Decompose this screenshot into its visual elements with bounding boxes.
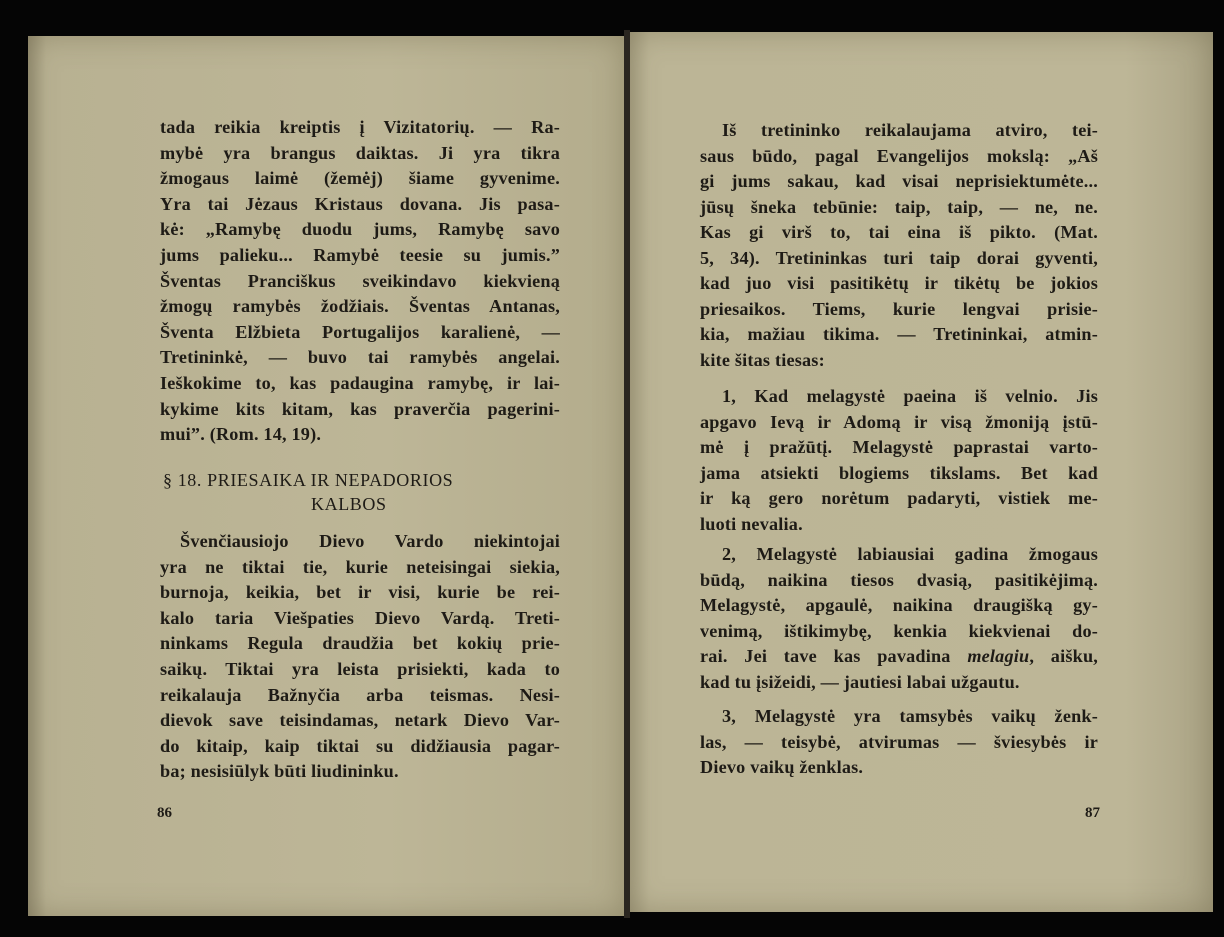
text-line: kykime kits kitam, kas praverčia pagerini- [160, 398, 560, 419]
text-line: jama atsiekti blogiems tikslams. Bet kad [700, 462, 1098, 483]
text-line: saus būdo, pagal Evangelijos mokslą: „Aš [700, 145, 1098, 166]
text-line: Ieškokime to, kas padaugina ramybę, ir lai- [160, 373, 560, 393]
text-line: žmogų ramybės žodžiais. Šventas Antanas, [160, 296, 560, 317]
page-number-right: 87 [1085, 805, 1100, 821]
text-line: mė į pražūtį. Melagystė paprastai varto- [700, 437, 1098, 457]
text-line: burnoja, keikia, bet ir visi, kurie be rei- [160, 582, 560, 603]
text-line: luoti nevalia. [700, 513, 803, 534]
text-line: mui”. (Rom. 14, 19). [160, 424, 322, 445]
text-line: gi jums sakau, kad visai neprisiektumėte... [700, 171, 1098, 191]
text-line: Šventas Pranciškus sveikindavo kiekvieną [160, 270, 560, 291]
text-line: kia, mažiau tikima. — Tretininkai, atmin- [700, 324, 1098, 344]
text-line: kad tu įsižeidi, — jautiesi labai užgautu. [700, 671, 1020, 692]
text-line: Iš tretininko reikalaujama atviro, tei- [722, 120, 1098, 140]
section-heading-line-2: KALBOS [311, 494, 387, 514]
text-line: tada reikia kreiptis į Vizitatorių. — Ra- [160, 117, 560, 137]
text-line: dievok save teisindamas, netark Dievo Var- [160, 710, 560, 731]
text-line: būdą, naikina tiesos dvasią, pasitikėjimą. [700, 569, 1098, 590]
text-line: 3, Melagystė yra tamsybės vaikų ženk- [722, 706, 1098, 726]
text-line: kad juo visi pasitikėtų ir tikėtų be jokios [700, 273, 1098, 293]
text-line: Dievo vaikų ženklas. [700, 757, 864, 777]
text-line: 1, Kad melagystė paeina iš velnio. Jis [722, 386, 1098, 406]
text-line: apgavo Ievą ir Adomą ir visą žmoniją įstū- [700, 411, 1098, 432]
text-line: Kas gi virš to, tai eina iš pikto. (Mat. [700, 222, 1098, 242]
text-line: kė: „Ramybę duodu jums, Ramybę savo [160, 219, 560, 240]
text-line: reikalauja Bažnyčia arba teismas. Nesi- [160, 684, 560, 705]
text-line: ba; nesisiūlyk būti liudininku. [160, 761, 399, 782]
text-line: 5, 34). Tretininkas turi taip dorai gyventi, [700, 247, 1098, 268]
text-line: yra ne tiktai tie, kurie neteisingai siekia, [160, 556, 560, 577]
text-line: jūsų šneka tebūnie: taip, taip, — ne, ne. [700, 196, 1098, 217]
text-line: saikų. Tiktai yra leista prisiekti, kada to [160, 659, 560, 679]
text-line: rai. Jei tave kas pavadina melagiu, aišku, [700, 646, 1098, 666]
text-line: las, — teisybė, atvirumas — šviesybės ir [700, 731, 1098, 752]
text-line: mybė yra brangus daiktas. Ji yra tikra [160, 142, 560, 163]
text-line: žmogaus laimė (žemėj) šiame gyvenime. [160, 168, 560, 189]
book-spine [624, 30, 630, 918]
text-line: 2, Melagystė labiausiai gadina žmogaus [722, 544, 1098, 564]
text-line: Švenčiausiojo Dievo Vardo niekintojai [180, 531, 560, 551]
text-line: venimą, ištikimybę, kenkia kiekvienai do- [700, 620, 1098, 641]
text-line: Šventa Elžbieta Portugalijos karalienė, — [160, 321, 560, 342]
emphasized-word: melagiu [967, 646, 1030, 666]
text-line: ir ką gero norėtum padaryti, vistiek me- [700, 488, 1098, 508]
text-line: Tretininkė, — buvo tai ramybės angelai. [160, 347, 560, 368]
text-line: kite šitas tiesas: [700, 349, 825, 370]
page-number-left: 86 [157, 805, 172, 821]
text-line: ninkams Regula draudžia bet kokių prie- [160, 633, 560, 654]
text-line: Yra tai Jėzaus Kristaus dovana. Jis pasa- [160, 193, 560, 214]
text-line: kalo taria Viešpaties Dievo Vardą. Treti- [160, 607, 560, 628]
text-line: Melagystė, apgaulė, naikina draugišką gy- [700, 595, 1098, 615]
text-line: jums palieku... Ramybė teesie su jumis.” [160, 245, 560, 265]
text-line: do kitaip, kaip tiktai su didžiausia pagar- [160, 735, 560, 756]
text-line: priesaikos. Tiems, kurie lengvai prisie- [700, 298, 1098, 319]
section-heading-line-1: § 18. PRIESAIKA IR NEPADORIOS [163, 470, 454, 490]
